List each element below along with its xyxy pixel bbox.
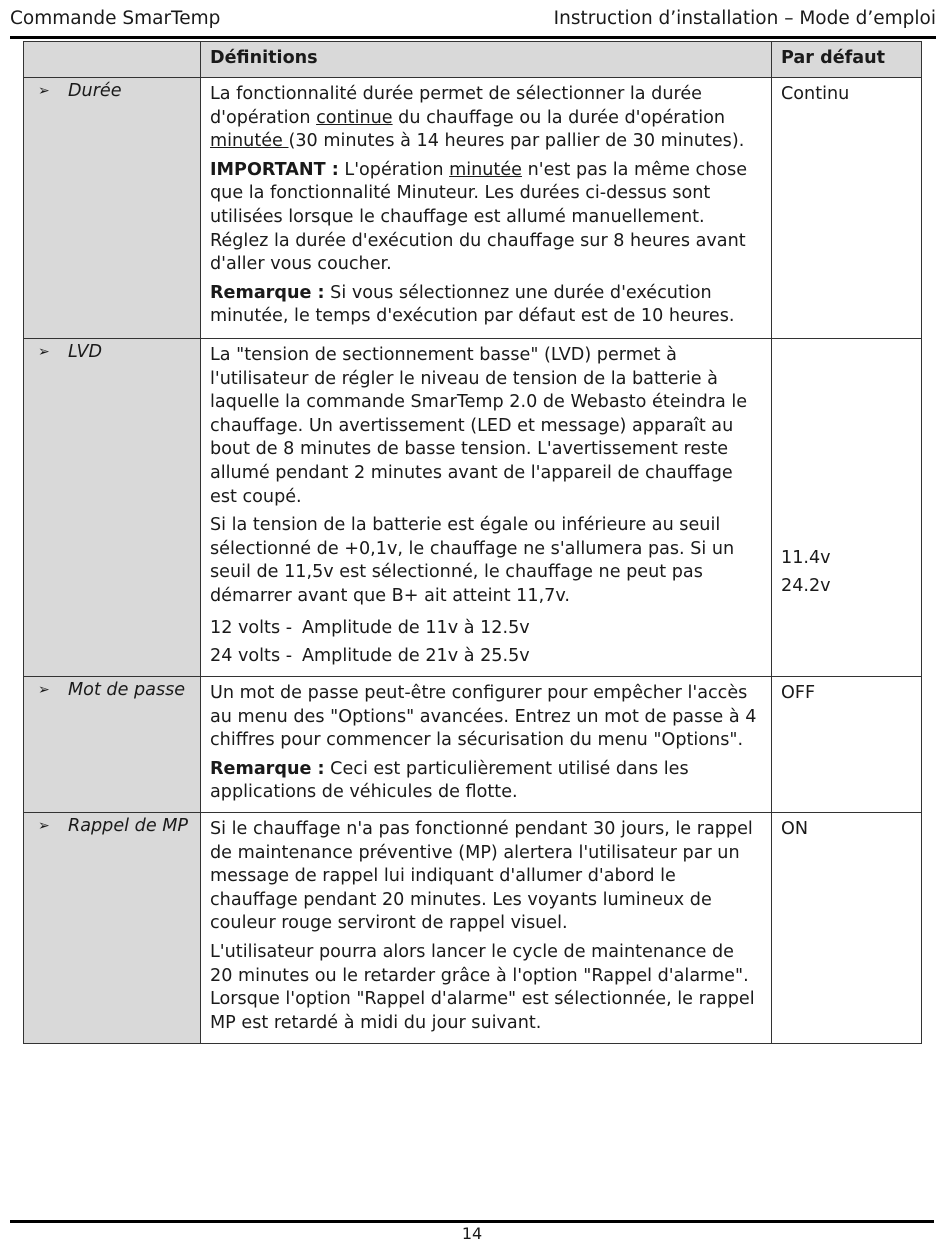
voltage-range-text: Amplitude de 21v à 25.5v [302,645,530,666]
page-header [10,8,936,34]
default-cell [772,813,922,1044]
table-row [24,677,922,813]
definition-paragraph [210,83,761,154]
column-header-definitions: Définitions [201,42,772,78]
default-cell [772,78,922,339]
default-cell [772,339,922,677]
text-span: L'opération [338,159,450,180]
row-name-cell [24,78,201,339]
definition-paragraph: Un mot de passe peut-être configurer pour empêcher l'accès au menu des "Options" avancées. Entrez un mot de passe à 4 chiffres pour commencer la sécurisation du menu "Options". [210,683,757,751]
column-header-default: Par défaut [772,42,922,78]
row-name-cell [24,677,201,813]
header-subtitle: Instruction d’installation – Mode d’emploi [553,8,936,29]
definition-cell [201,677,772,813]
definition-paragraph: Si le chauffage n'a pas fonctionné pendant 30 jours, le rappel de maintenance préventive (MP) alertera l'utilisateur par un message de rappel lui indiquant d'allumer d'abord le chauffage pendant 20 minutes. Les voyants lumineux de couleur rouge serviront de rappel visuel. [210,819,753,934]
voltage-range-12v [210,614,761,642]
header-empty-cell [24,42,201,78]
footer-rule [10,1220,934,1223]
bold-label: IMPORTANT : [210,159,339,180]
arrow-bullet-icon: ➢ [38,682,50,698]
text-span: n'est pas la même chose que la fonctionnalité Minuteur. Les durées ci-dessus sont utilisées lorsque le chauffage est allumé manuellement. Réglez la durée d'exécution du chauffage sur 8 heures avant d'aller vous coucher. [210,159,748,275]
text-span: La fonctionnalité durée permet de sélectionner la durée d'opération [210,84,702,128]
remark-paragraph [210,758,761,805]
table-header-row [24,42,922,78]
definition-cell [201,78,772,339]
default-values [781,544,912,600]
default-value: Continu [781,84,850,104]
text-span: Si vous sélectionnez une durée d'exécution minutée, le temps d'exécution par défaut est de 10 heures. [210,282,735,327]
default-value: ON [781,819,809,839]
definition-cell [201,813,772,1044]
page-number: 14 [461,1224,483,1243]
row-name-cell [24,813,201,1044]
underlined-text: minutée [449,159,522,180]
table-row [24,78,922,339]
bold-label: Remarque : [210,758,325,779]
definition-paragraph: La "tension de sectionnement basse" (LVD) permet à l'utilisateur de régler le niveau de tension de la batterie à laquelle la commande SmarTemp 2.0 de Webasto éteindra le chauffage. Un avertissement (LED et message) apparaît au bout de 8 minutes de basse tension. L'avertissement reste allumé pendant 2 minutes avant de l'appareil de chauffage est coupé. [210,345,748,507]
row-name: Durée [68,81,122,101]
text-span: Ceci est particulièrement utilisé dans les applications de véhicules de flotte. [210,758,689,803]
header-title: Commande SmarTemp [10,8,221,29]
voltage-range-24v [210,642,761,670]
default-value: OFF [781,683,816,703]
row-name-cell [24,339,201,677]
definition-cell [201,339,772,677]
header-rule [10,36,936,39]
definition-paragraph: Si la tension de la batterie est égale ou inférieure au seuil sélectionné de +0,1v, le chauffage ne s'allumera pas. Si un seuil de 11,5v est sélectionné, le chauffage ne peut pas démarrer avant que B+ ait atteint 11,7v. [210,515,735,606]
underlined-text: minutée [210,131,289,152]
arrow-bullet-icon: ➢ [38,83,50,99]
default-value-24v: 24.2v [781,576,831,596]
table-row [24,339,922,677]
text-span: (30 minutes à 14 heures par pallier de 30 minutes). [288,131,745,152]
important-paragraph [210,159,761,277]
voltage-label: 12 volts - [210,617,293,638]
voltage-label: 24 volts - [210,645,293,666]
default-cell [772,677,922,813]
row-name: Rappel de MP [68,816,189,836]
row-name: Mot de passe [68,680,186,700]
remark-paragraph [210,282,761,329]
text-span: du chauffage ou la durée d'opération [392,107,725,128]
voltage-ranges [210,614,761,670]
underlined-text: continue [316,107,393,128]
voltage-range-text: Amplitude de 11v à 12.5v [302,617,530,638]
row-name: LVD [68,342,103,362]
options-table [23,41,922,1044]
default-value-12v: 11.4v [781,548,831,568]
table-row [24,813,922,1044]
definition-paragraph: L'utilisateur pourra alors lancer le cycle de maintenance de 20 minutes ou le retarder grâce à l'option "Rappel d'alarme". Lorsque l'option "Rappel d'alarme" est sélectionnée, le rappel MP est retardé à midi du jour suivant. [210,941,755,1033]
arrow-bullet-icon: ➢ [38,818,50,834]
bold-label: Remarque : [210,282,325,303]
arrow-bullet-icon: ➢ [38,344,50,360]
